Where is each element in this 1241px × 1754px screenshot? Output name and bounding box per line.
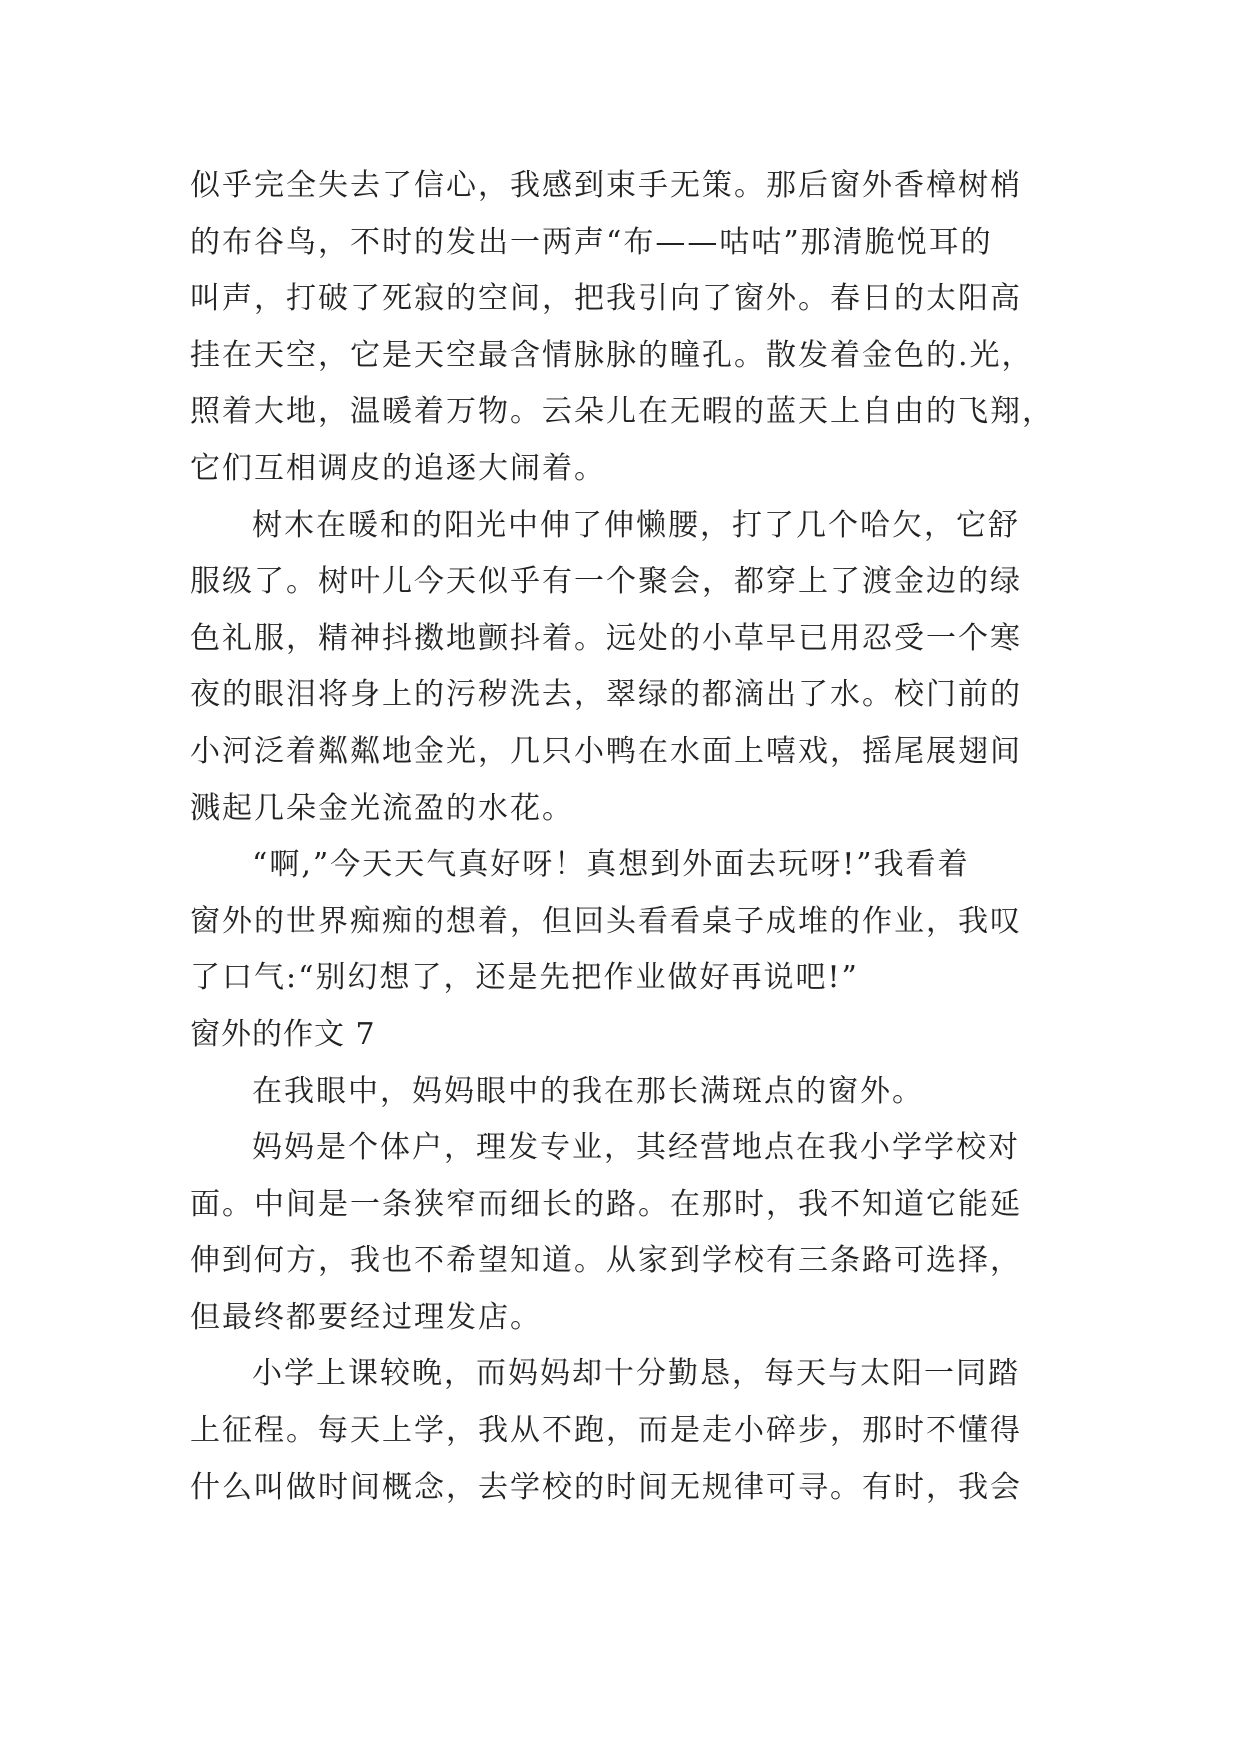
text-line: 但最终都要经过理发店。 [190, 1299, 542, 1335]
text-line: 服级了。树叶儿今天似乎有一个聚会，都穿上了渡金边的绿 [190, 564, 1022, 600]
paragraph-first-line: 树木在暖和的阳光中伸了伸懒腰，打了几个哈欠，它舒 [252, 507, 1020, 543]
section-heading: 窗外的作文 7 [190, 1016, 376, 1052]
paragraph-first-line: 妈妈是个体户，理发专业，其经营地点在我小学学校对 [252, 1130, 1020, 1166]
text-line: 叫声，打破了死寂的空间，把我引向了窗外。春日的太阳高 [190, 281, 1022, 317]
text-line: 面。中间是一条狭窄而细长的路。在那时，我不知道它能延 [190, 1186, 1022, 1222]
text-line: 挂在天空，它是天空最含情脉脉的瞳孔。散发着金色的.光， [190, 337, 1034, 373]
text-line: 上征程。每天上学，我从不跑，而是走小碎步，那时不懂得 [190, 1413, 1022, 1449]
text-line: 似乎完全失去了信心，我感到束手无策。那后窗外香樟树梢 [190, 168, 1022, 203]
text-line: 的布谷鸟，不时的发出一两声“布——咕咕”那清脆悦耳的 [190, 224, 993, 260]
text-line: 伸到何方，我也不希望知道。从家到学校有三条路可选择， [190, 1243, 1022, 1279]
text-line: 什么叫做时间概念，去学校的时间无规律可寻。有时，我会 [190, 1469, 1022, 1505]
text-line: 夜的眼泪将身上的污秽洗去，翠绿的都滴出了水。校门前的 [190, 677, 1022, 713]
text-line: 小河泛着粼粼地金光，几只小鸭在水面上嘻戏，摇尾展翅间 [190, 733, 1022, 769]
paragraph-first-line: “啊,”今天天气真好呀！真想到外面去玩呀!”我看着 [252, 847, 970, 883]
text-line: 它们互相调皮的追逐大闹着。 [190, 450, 606, 486]
text-line: 照着大地，温暖着万物。云朵儿在无暇的蓝天上自由的飞翔， [190, 394, 1054, 430]
text-line: 了口气:“别幻想了，还是先把作业做好再说吧!” [190, 960, 859, 996]
text-line: 溅起几朵金光流盈的水花。 [190, 790, 574, 826]
text-line: 窗外的世界痴痴的想着，但回头看看桌子成堆的作业，我叹 [190, 903, 1022, 939]
paragraph-first-line: 在我眼中，妈妈眼中的我在那长满斑点的窗外。 [252, 1073, 924, 1109]
paragraph-first-line: 小学上课较晚，而妈妈却十分勤恳，每天与太阳一同踏 [252, 1356, 1020, 1392]
article-body [190, 158, 1060, 1516]
text-line: 色礼服，精神抖擞地颤抖着。远处的小草早已用忍受一个寒 [190, 620, 1022, 656]
